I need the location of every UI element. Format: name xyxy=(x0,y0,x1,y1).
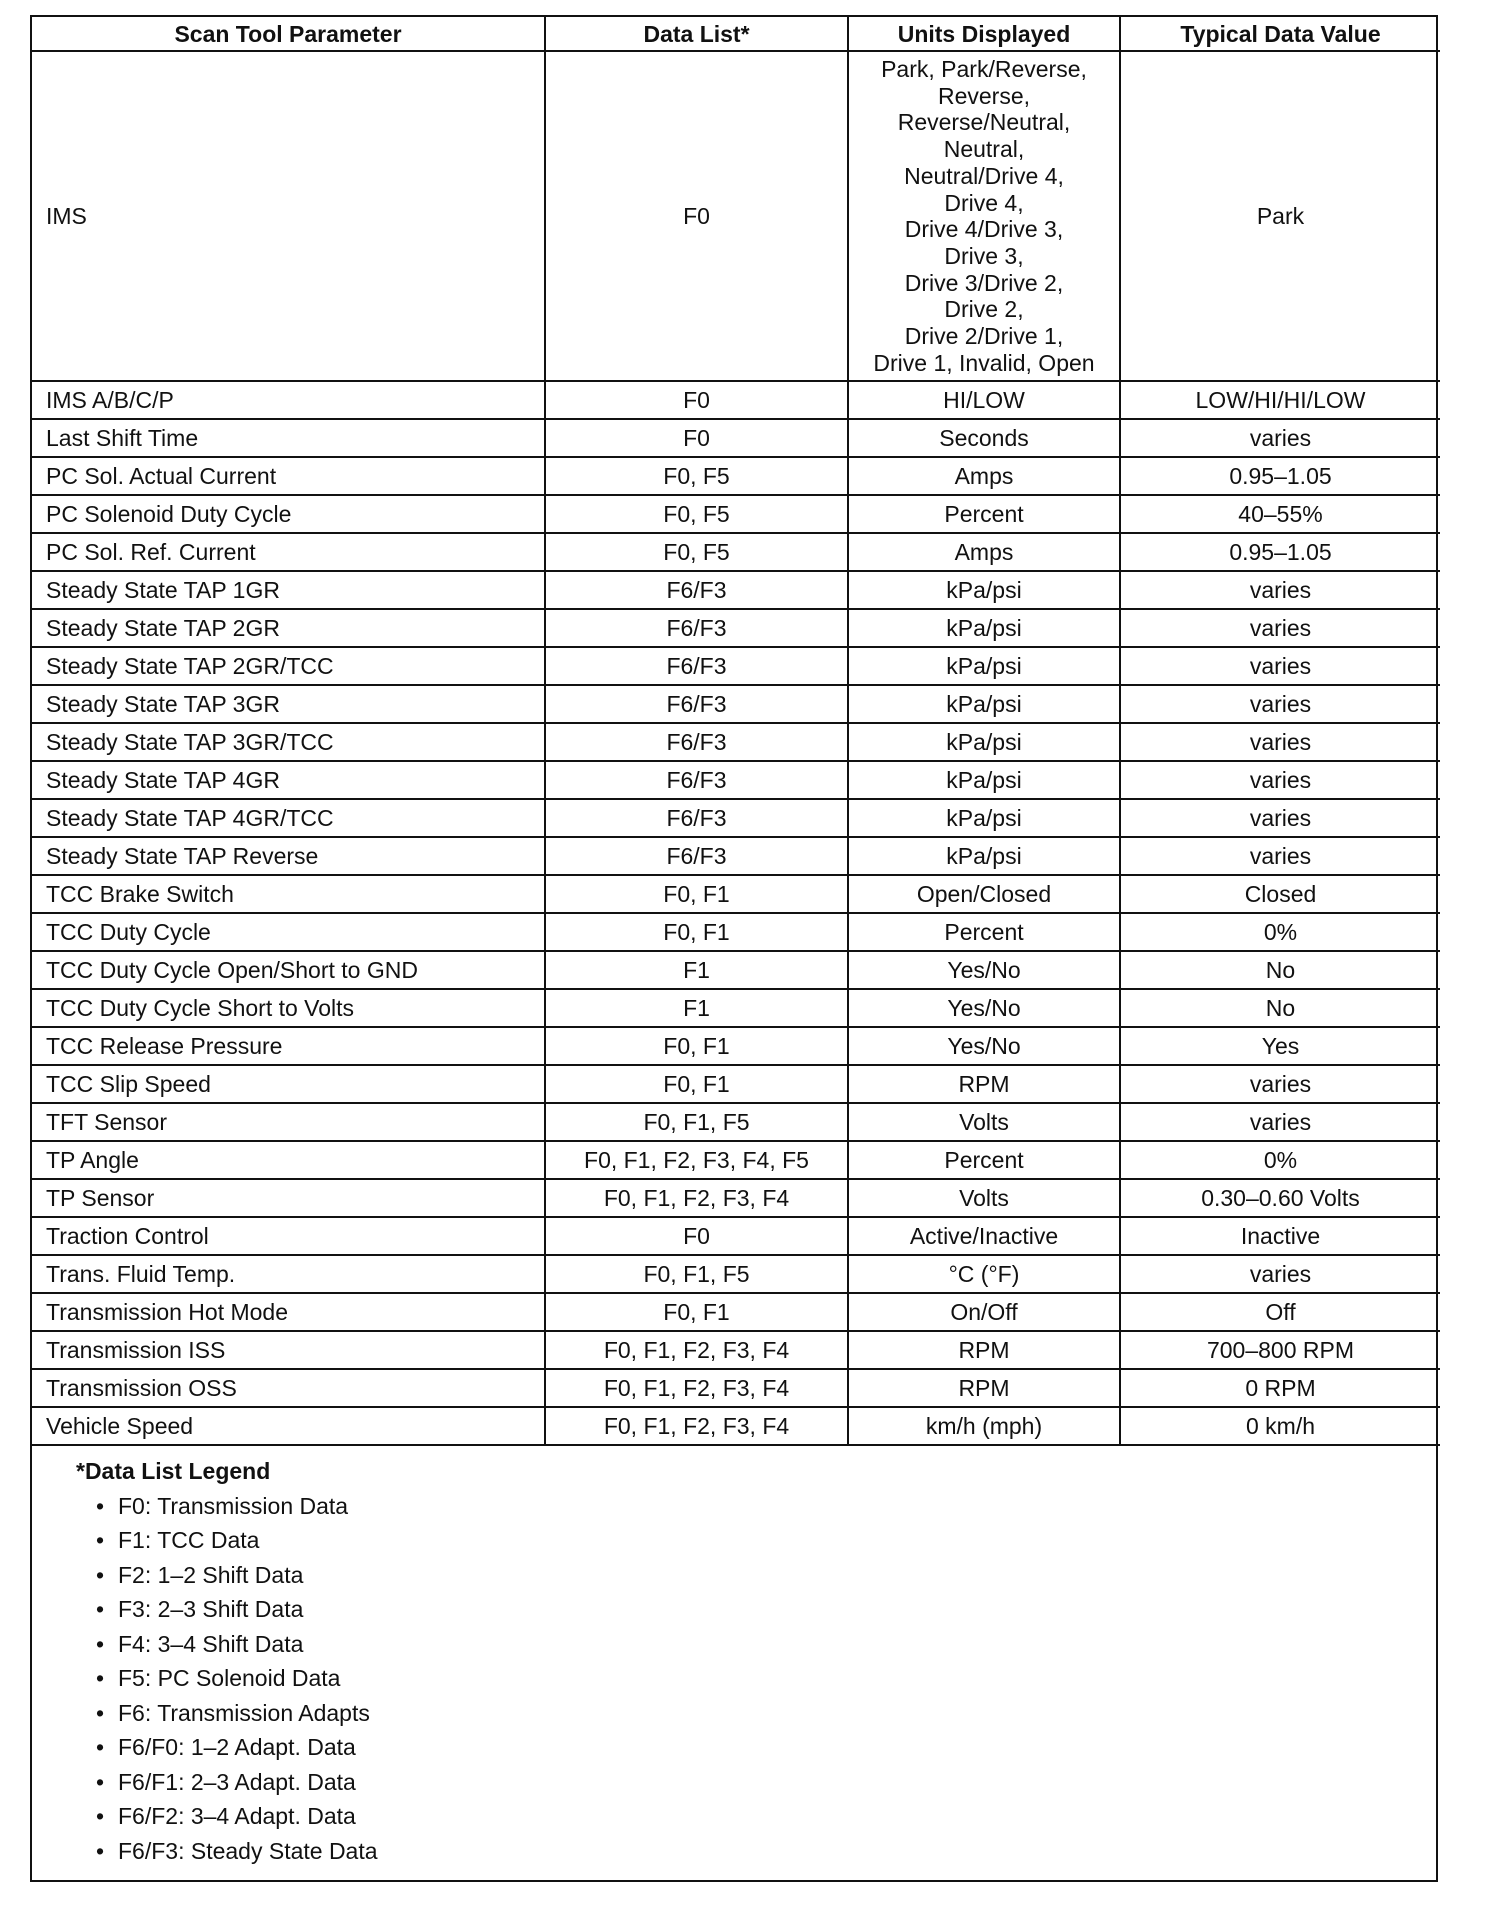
table-row xyxy=(32,1179,1440,1217)
cell-data-list: F0, F5 xyxy=(545,533,848,571)
cell-parameter: TP Sensor xyxy=(32,1179,545,1217)
cell-data-list: F0 xyxy=(545,381,848,419)
cell-units-displayed: kPa/psi xyxy=(848,799,1120,837)
cell-data-list: F0, F1 xyxy=(545,1065,848,1103)
table-row xyxy=(32,419,1440,457)
cell-typical-value: 0.30–0.60 Volts xyxy=(1120,1179,1440,1217)
cell-data-list: F6/F3 xyxy=(545,723,848,761)
table-row xyxy=(32,723,1440,761)
cell-units-displayed: Yes/No xyxy=(848,1027,1120,1065)
cell-units-displayed: Active/Inactive xyxy=(848,1217,1120,1255)
cell-typical-value: No xyxy=(1120,989,1440,1027)
cell-parameter: TCC Duty Cycle xyxy=(32,913,545,951)
cell-units-displayed: RPM xyxy=(848,1369,1120,1407)
cell-units-displayed: kPa/psi xyxy=(848,609,1120,647)
table-row xyxy=(32,951,1440,989)
legend-item: • F4: 3–4 Shift Data xyxy=(96,1627,1436,1662)
table-row xyxy=(32,533,1440,571)
cell-typical-value: No xyxy=(1120,951,1440,989)
cell-data-list: F0, F5 xyxy=(545,495,848,533)
cell-parameter: IMS xyxy=(32,51,545,381)
cell-parameter: Steady State TAP 4GR/TCC xyxy=(32,799,545,837)
cell-units-displayed: Amps xyxy=(848,457,1120,495)
scan-tool-data-sheet xyxy=(30,15,1438,1882)
legend-item: • F0: Transmission Data xyxy=(96,1489,1436,1524)
legend-title: *Data List Legend xyxy=(76,1458,271,1485)
table-row xyxy=(32,647,1440,685)
table-body xyxy=(32,51,1440,1445)
cell-data-list: F6/F3 xyxy=(545,799,848,837)
legend-item: • F6/F0: 1–2 Adapt. Data xyxy=(96,1730,1436,1765)
cell-parameter: Last Shift Time xyxy=(32,419,545,457)
cell-units-displayed: Volts xyxy=(848,1179,1120,1217)
cell-units-displayed: RPM xyxy=(848,1065,1120,1103)
table-row xyxy=(32,685,1440,723)
table-row xyxy=(32,989,1440,1027)
cell-typical-value: Park xyxy=(1120,51,1440,381)
cell-parameter: TP Angle xyxy=(32,1141,545,1179)
cell-parameter: TCC Duty Cycle Open/Short to GND xyxy=(32,951,545,989)
cell-typical-value: varies xyxy=(1120,609,1440,647)
cell-data-list: F6/F3 xyxy=(545,647,848,685)
cell-units-displayed: kPa/psi xyxy=(848,571,1120,609)
cell-data-list: F0, F1 xyxy=(545,875,848,913)
cell-units-displayed: Volts xyxy=(848,1103,1120,1141)
cell-data-list: F0, F1, F2, F3, F4, F5 xyxy=(545,1141,848,1179)
legend-item: • F5: PC Solenoid Data xyxy=(96,1661,1436,1696)
cell-typical-value: 0 km/h xyxy=(1120,1407,1440,1445)
cell-typical-value: Closed xyxy=(1120,875,1440,913)
cell-units-displayed: kPa/psi xyxy=(848,837,1120,875)
table-row xyxy=(32,1369,1440,1407)
cell-units-displayed: Yes/No xyxy=(848,989,1120,1027)
header-scan-tool-parameter: Scan Tool Parameter xyxy=(32,17,545,51)
cell-parameter: PC Solenoid Duty Cycle xyxy=(32,495,545,533)
cell-typical-value: varies xyxy=(1120,1103,1440,1141)
cell-data-list: F0 xyxy=(545,419,848,457)
table-header-row xyxy=(32,17,1440,51)
cell-typical-value: 0 RPM xyxy=(1120,1369,1440,1407)
cell-typical-value: Off xyxy=(1120,1293,1440,1331)
table-row xyxy=(32,51,1440,381)
table-row xyxy=(32,381,1440,419)
cell-units-displayed: Percent xyxy=(848,1141,1120,1179)
cell-units-displayed: On/Off xyxy=(848,1293,1120,1331)
table-row xyxy=(32,1065,1440,1103)
cell-data-list: F0, F1, F2, F3, F4 xyxy=(545,1407,848,1445)
legend-item: • F6/F3: Steady State Data xyxy=(96,1834,1436,1869)
cell-typical-value: 0.95–1.05 xyxy=(1120,457,1440,495)
cell-data-list: F0, F1, F2, F3, F4 xyxy=(545,1179,848,1217)
cell-units-displayed: °C (°F) xyxy=(848,1255,1120,1293)
cell-typical-value: varies xyxy=(1120,761,1440,799)
cell-data-list: F0 xyxy=(545,51,848,381)
header-data-list: Data List* xyxy=(545,17,848,51)
cell-data-list: F1 xyxy=(545,989,848,1027)
cell-parameter: Transmission ISS xyxy=(32,1331,545,1369)
cell-parameter: TCC Duty Cycle Short to Volts xyxy=(32,989,545,1027)
cell-parameter: Steady State TAP 1GR xyxy=(32,571,545,609)
table-row xyxy=(32,1255,1440,1293)
cell-parameter: TCC Slip Speed xyxy=(32,1065,545,1103)
cell-typical-value: varies xyxy=(1120,685,1440,723)
header-units-displayed: Units Displayed xyxy=(848,17,1120,51)
table-row xyxy=(32,913,1440,951)
cell-units-displayed: Seconds xyxy=(848,419,1120,457)
table-row xyxy=(32,875,1440,913)
cell-units-displayed: Park, Park/Reverse, Reverse, Reverse/Neutral, Neutral, Neutral/Drive 4, Drive 4, Drive 4/Drive 3, Drive 3, Drive 3/Drive 2, Drive 2, Drive 2/Drive 1, Drive 1, Invalid, Open xyxy=(848,51,1120,381)
cell-parameter: PC Sol. Actual Current xyxy=(32,457,545,495)
cell-data-list: F6/F3 xyxy=(545,761,848,799)
legend-item: • F6/F2: 3–4 Adapt. Data xyxy=(96,1799,1436,1834)
cell-parameter: IMS A/B/C/P xyxy=(32,381,545,419)
cell-data-list: F1 xyxy=(545,951,848,989)
legend-item: • F2: 1–2 Shift Data xyxy=(96,1558,1436,1593)
cell-data-list: F0, F1 xyxy=(545,913,848,951)
cell-parameter: Vehicle Speed xyxy=(32,1407,545,1445)
table-row xyxy=(32,457,1440,495)
table-row xyxy=(32,1141,1440,1179)
cell-units-displayed: Amps xyxy=(848,533,1120,571)
table-row xyxy=(32,609,1440,647)
cell-units-displayed: km/h (mph) xyxy=(848,1407,1120,1445)
cell-units-displayed: kPa/psi xyxy=(848,723,1120,761)
cell-typical-value: varies xyxy=(1120,837,1440,875)
cell-parameter: Steady State TAP 4GR xyxy=(32,761,545,799)
legend-list xyxy=(76,1489,1436,1869)
cell-typical-value: 0% xyxy=(1120,913,1440,951)
cell-typical-value: varies xyxy=(1120,1255,1440,1293)
cell-data-list: F6/F3 xyxy=(545,609,848,647)
cell-data-list: F6/F3 xyxy=(545,571,848,609)
cell-units-displayed: Open/Closed xyxy=(848,875,1120,913)
cell-data-list: F0, F1 xyxy=(545,1027,848,1065)
cell-parameter: Steady State TAP 2GR xyxy=(32,609,545,647)
cell-parameter: Steady State TAP 3GR/TCC xyxy=(32,723,545,761)
cell-units-displayed: HI/LOW xyxy=(848,381,1120,419)
legend-item: • F3: 2–3 Shift Data xyxy=(96,1592,1436,1627)
table-row xyxy=(32,1407,1440,1445)
cell-data-list: F6/F3 xyxy=(545,837,848,875)
cell-data-list: F0, F5 xyxy=(545,457,848,495)
cell-units-displayed: kPa/psi xyxy=(848,761,1120,799)
table-row xyxy=(32,1103,1440,1141)
cell-data-list: F0, F1 xyxy=(545,1293,848,1331)
table-row xyxy=(32,761,1440,799)
cell-parameter: TFT Sensor xyxy=(32,1103,545,1141)
cell-typical-value: 700–800 RPM xyxy=(1120,1331,1440,1369)
cell-parameter: TCC Brake Switch xyxy=(32,875,545,913)
legend-item: • F1: TCC Data xyxy=(96,1523,1436,1558)
cell-typical-value: varies xyxy=(1120,723,1440,761)
cell-units-displayed: Percent xyxy=(848,495,1120,533)
cell-typical-value: Inactive xyxy=(1120,1217,1440,1255)
cell-typical-value: varies xyxy=(1120,419,1440,457)
cell-parameter: PC Sol. Ref. Current xyxy=(32,533,545,571)
cell-typical-value: varies xyxy=(1120,1065,1440,1103)
table-row xyxy=(32,1293,1440,1331)
cell-typical-value: varies xyxy=(1120,647,1440,685)
cell-typical-value: varies xyxy=(1120,799,1440,837)
table-row xyxy=(32,837,1440,875)
cell-units-displayed: kPa/psi xyxy=(848,685,1120,723)
cell-data-list: F0, F1, F2, F3, F4 xyxy=(545,1369,848,1407)
cell-parameter: Traction Control xyxy=(32,1217,545,1255)
cell-typical-value: 0% xyxy=(1120,1141,1440,1179)
cell-units-displayed: Yes/No xyxy=(848,951,1120,989)
cell-data-list: F0, F1, F5 xyxy=(545,1255,848,1293)
cell-parameter: Steady State TAP 3GR xyxy=(32,685,545,723)
table-row xyxy=(32,1217,1440,1255)
table-row xyxy=(32,1331,1440,1369)
legend-item: • F6: Transmission Adapts xyxy=(96,1696,1436,1731)
table-row xyxy=(32,571,1440,609)
cell-data-list: F0, F1, F2, F3, F4 xyxy=(545,1331,848,1369)
cell-typical-value: 40–55% xyxy=(1120,495,1440,533)
cell-parameter: Transmission OSS xyxy=(32,1369,545,1407)
cell-typical-value: Yes xyxy=(1120,1027,1440,1065)
cell-parameter: TCC Release Pressure xyxy=(32,1027,545,1065)
cell-typical-value: LOW/HI/HI/LOW xyxy=(1120,381,1440,419)
scan-tool-data-table xyxy=(32,17,1440,1446)
cell-parameter: Trans. Fluid Temp. xyxy=(32,1255,545,1293)
header-typical-data-value: Typical Data Value xyxy=(1120,17,1440,51)
data-list-legend xyxy=(32,1446,1436,1880)
legend-item: • F6/F1: 2–3 Adapt. Data xyxy=(96,1765,1436,1800)
table-row xyxy=(32,1027,1440,1065)
cell-data-list: F6/F3 xyxy=(545,685,848,723)
cell-data-list: F0 xyxy=(545,1217,848,1255)
table-row xyxy=(32,799,1440,837)
cell-units-displayed: Percent xyxy=(848,913,1120,951)
cell-typical-value: 0.95–1.05 xyxy=(1120,533,1440,571)
cell-typical-value: varies xyxy=(1120,571,1440,609)
cell-units-displayed: kPa/psi xyxy=(848,647,1120,685)
cell-data-list: F0, F1, F5 xyxy=(545,1103,848,1141)
cell-parameter: Steady State TAP 2GR/TCC xyxy=(32,647,545,685)
cell-parameter: Steady State TAP Reverse xyxy=(32,837,545,875)
cell-units-displayed: RPM xyxy=(848,1331,1120,1369)
cell-parameter: Transmission Hot Mode xyxy=(32,1293,545,1331)
table-row xyxy=(32,495,1440,533)
